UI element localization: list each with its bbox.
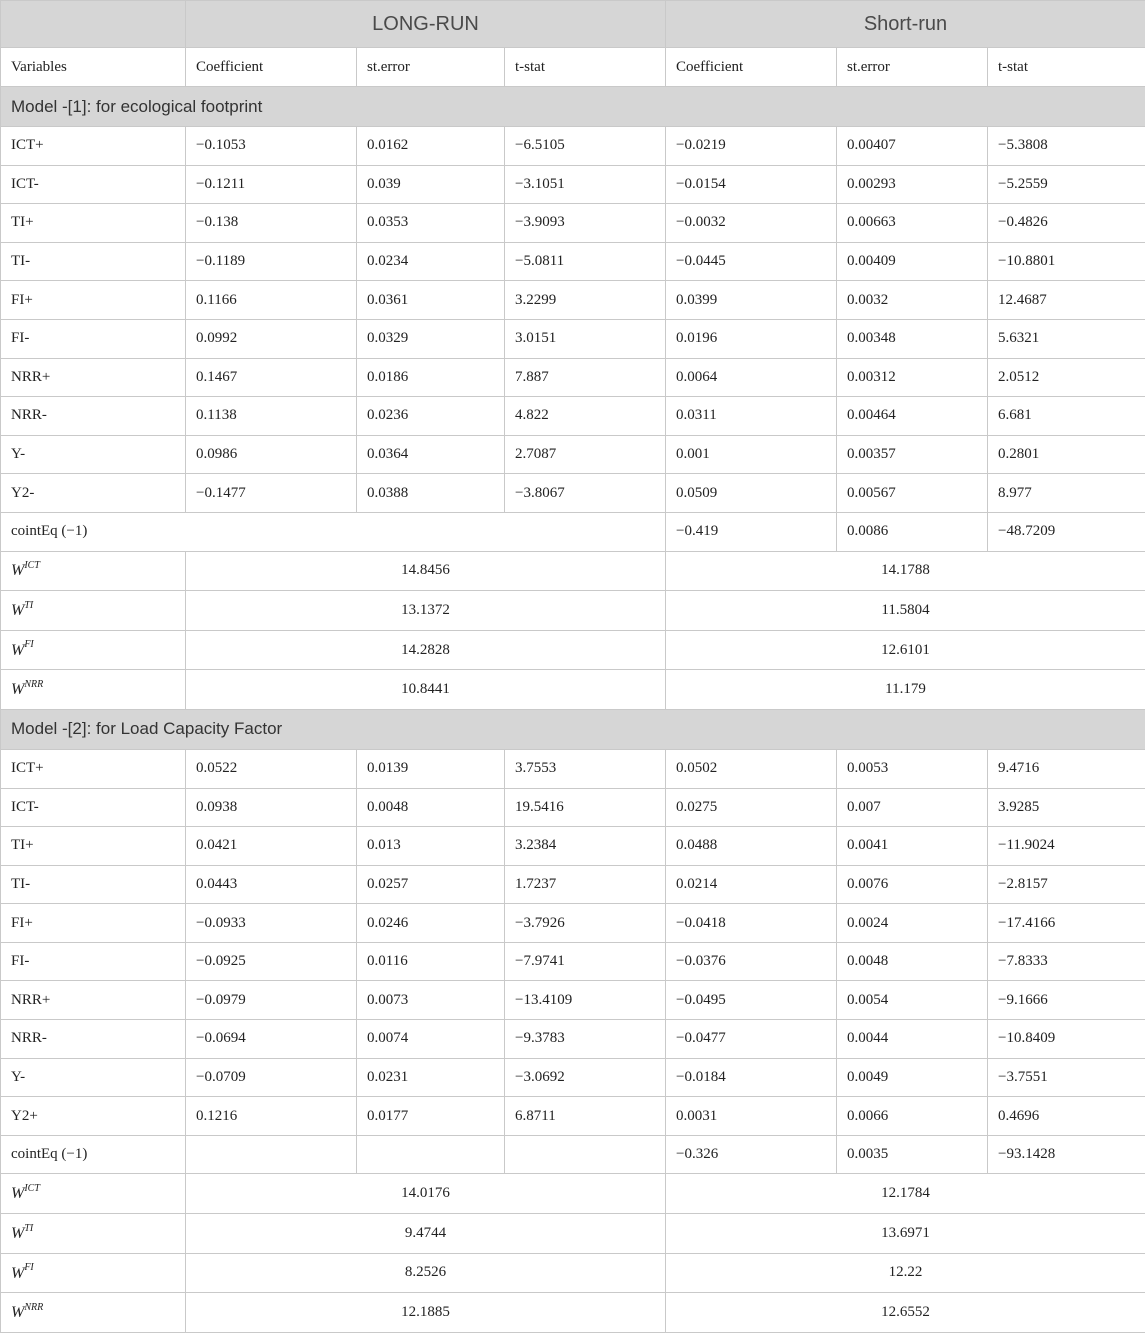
short-st-error-cell: 0.00348	[837, 319, 988, 358]
wald-row	[1, 591, 1145, 631]
long-st-error-cell: 0.0048	[357, 788, 505, 827]
short-coefficient-cell: 0.001	[666, 435, 837, 474]
variable-cell: TI-	[1, 242, 186, 281]
wald-short-value: 12.6101	[666, 630, 1145, 670]
short-t-stat-cell: 0.4696	[988, 1097, 1145, 1136]
wald-short-value: 12.6552	[666, 1293, 1145, 1333]
long-coefficient-cell: −0.1189	[186, 242, 357, 281]
short-t-stat-cell: 3.9285	[988, 788, 1145, 827]
model-section-row	[1, 87, 1145, 127]
long-t-stat-cell: 3.7553	[505, 749, 666, 788]
group-header-row	[1, 1, 1145, 48]
short-st-error-cell: 0.00407	[837, 127, 988, 166]
long-t-stat-cell: 2.7087	[505, 435, 666, 474]
table-row	[1, 904, 1145, 943]
column-header-long-st-error: st.error	[357, 48, 505, 87]
wald-symbol	[11, 1301, 44, 1322]
wald-short-value: 14.1788	[666, 551, 1145, 591]
long-coefficient-cell: −0.1211	[186, 165, 357, 204]
long-coefficient-cell: −0.0979	[186, 981, 357, 1020]
column-header-short-coefficient: Coefficient	[666, 48, 837, 87]
variable-cell: FI-	[1, 942, 186, 981]
variable-cell: NRR+	[1, 358, 186, 397]
long-t-stat-cell: −3.7926	[505, 904, 666, 943]
long-coefficient-cell: 0.0986	[186, 435, 357, 474]
variable-cell: NRR+	[1, 981, 186, 1020]
long-coefficient-cell: 0.1166	[186, 281, 357, 320]
column-header-row	[1, 48, 1145, 87]
wald-symbol-superscript: TI	[24, 1222, 34, 1234]
long-t-stat-cell: −5.0811	[505, 242, 666, 281]
table-row	[1, 281, 1145, 320]
long-t-stat-cell: 3.2299	[505, 281, 666, 320]
table-row	[1, 165, 1145, 204]
table-row	[1, 435, 1145, 474]
short-t-stat-cell: −2.8157	[988, 865, 1145, 904]
wald-symbol-base: W	[11, 1224, 25, 1242]
wald-symbol-superscript: NRR	[24, 1301, 44, 1313]
long-st-error-cell	[357, 1135, 505, 1174]
table-row	[1, 1020, 1145, 1059]
wald-label	[1, 1293, 186, 1333]
wald-label	[1, 630, 186, 670]
wald-row	[1, 630, 1145, 670]
variable-cell: Y-	[1, 1058, 186, 1097]
short-st-error-cell: 0.00663	[837, 204, 988, 243]
short-st-error-cell: 0.00293	[837, 165, 988, 204]
short-t-stat-cell: 0.2801	[988, 435, 1145, 474]
table-row	[1, 865, 1145, 904]
long-coefficient-cell	[186, 1135, 357, 1174]
short-st-error-cell: 0.0054	[837, 981, 988, 1020]
short-coefficient-cell: −0.0219	[666, 127, 837, 166]
long-st-error-cell: 0.0364	[357, 435, 505, 474]
column-header-variables: Variables	[1, 48, 186, 87]
table-row	[1, 474, 1145, 513]
column-header-short-t-stat: t-stat	[988, 48, 1145, 87]
coint-row	[1, 1135, 1145, 1174]
long-st-error-cell: 0.0236	[357, 397, 505, 436]
group-header-empty	[1, 1, 186, 48]
table-row	[1, 397, 1145, 436]
short-t-stat-cell: −11.9024	[988, 827, 1145, 866]
table-row	[1, 358, 1145, 397]
long-t-stat-cell: 6.8711	[505, 1097, 666, 1136]
short-st-error-cell: 0.0032	[837, 281, 988, 320]
table-row	[1, 749, 1145, 788]
wald-symbol	[11, 639, 34, 659]
short-coefficient-cell: 0.0509	[666, 474, 837, 513]
variable-cell: Y2-	[1, 474, 186, 513]
table-row	[1, 1097, 1145, 1136]
wald-symbol-base: W	[11, 1185, 25, 1203]
long-coefficient-cell: 0.0938	[186, 788, 357, 827]
wald-symbol-superscript: FI	[24, 639, 34, 651]
short-st-error-cell: 0.0053	[837, 749, 988, 788]
short-t-stat-cell: −0.4826	[988, 204, 1145, 243]
variable-cell: ICT-	[1, 165, 186, 204]
wald-row	[1, 670, 1145, 710]
long-st-error-cell: 0.039	[357, 165, 505, 204]
long-coefficient-cell: −0.0933	[186, 904, 357, 943]
short-t-stat-cell: −9.1666	[988, 981, 1145, 1020]
table-row	[1, 204, 1145, 243]
long-st-error-cell: 0.0353	[357, 204, 505, 243]
wald-symbol	[11, 1222, 34, 1242]
long-coefficient-cell: 0.0992	[186, 319, 357, 358]
wald-symbol-superscript: ICT	[24, 1183, 40, 1195]
wald-row	[1, 1174, 1145, 1214]
long-t-stat-cell: −3.8067	[505, 474, 666, 513]
wald-long-value: 12.1885	[186, 1293, 666, 1333]
wald-symbol	[11, 1262, 34, 1282]
short-st-error-cell: 0.0076	[837, 865, 988, 904]
variable-cell: TI+	[1, 204, 186, 243]
wald-symbol	[11, 1185, 40, 1202]
table-row	[1, 1058, 1145, 1097]
wald-symbol	[11, 599, 34, 620]
long-coefficient-cell: 0.0522	[186, 749, 357, 788]
short-st-error-cell: 0.0048	[837, 942, 988, 981]
wald-row	[1, 1253, 1145, 1293]
model-title: Model -[2]: for Load Capacity Factor	[1, 709, 1145, 749]
short-t-stat-cell: −17.4166	[988, 904, 1145, 943]
short-st-error-cell: 0.00567	[837, 474, 988, 513]
short-t-stat-cell: 8.977	[988, 474, 1145, 513]
short-st-error-cell: 0.00312	[837, 358, 988, 397]
table-row	[1, 319, 1145, 358]
short-st-error-cell: 0.0041	[837, 827, 988, 866]
wald-long-value: 14.8456	[186, 551, 666, 591]
short-st-error-cell: 0.0049	[837, 1058, 988, 1097]
column-header-short-st-error: st.error	[837, 48, 988, 87]
long-coefficient-cell: 0.1138	[186, 397, 357, 436]
short-t-stat-cell: −3.7551	[988, 1058, 1145, 1097]
short-st-error-cell: 0.007	[837, 788, 988, 827]
short-t-stat-cell: 6.681	[988, 397, 1145, 436]
long-coefficient-cell: −0.0709	[186, 1058, 357, 1097]
long-st-error-cell: 0.0073	[357, 981, 505, 1020]
wald-symbol-base: W	[11, 602, 25, 620]
table-body	[1, 87, 1145, 1333]
coint-label: cointEq (−1)	[1, 512, 666, 551]
short-t-stat-cell: −10.8801	[988, 242, 1145, 281]
short-st-error-cell: 0.00409	[837, 242, 988, 281]
short-coefficient-cell: −0.0032	[666, 204, 837, 243]
short-st-error-cell: 0.00357	[837, 435, 988, 474]
short-coefficient-cell: 0.0196	[666, 319, 837, 358]
column-header-long-t-stat: t-stat	[505, 48, 666, 87]
short-t-stat-cell: 5.6321	[988, 319, 1145, 358]
long-st-error-cell: 0.0177	[357, 1097, 505, 1136]
short-st-error-cell: 0.0044	[837, 1020, 988, 1059]
long-t-stat-cell: 19.5416	[505, 788, 666, 827]
wald-label	[1, 551, 186, 591]
long-t-stat-cell: 7.887	[505, 358, 666, 397]
long-t-stat-cell: −7.9741	[505, 942, 666, 981]
long-st-error-cell: 0.013	[357, 827, 505, 866]
short-st-error-cell: 0.0035	[837, 1135, 988, 1174]
wald-symbol-superscript: TI	[24, 599, 34, 611]
table-row	[1, 788, 1145, 827]
wald-short-value: 12.1784	[666, 1174, 1145, 1214]
short-coefficient-cell: −0.0184	[666, 1058, 837, 1097]
short-st-error-cell: 0.0066	[837, 1097, 988, 1136]
long-coefficient-cell: −0.0925	[186, 942, 357, 981]
variable-cell: NRR-	[1, 1020, 186, 1059]
long-t-stat-cell: 4.822	[505, 397, 666, 436]
short-coefficient-cell: −0.0477	[666, 1020, 837, 1059]
short-t-stat-cell: −10.8409	[988, 1020, 1145, 1059]
table-row	[1, 981, 1145, 1020]
long-st-error-cell: 0.0139	[357, 749, 505, 788]
short-t-stat-cell: −5.3808	[988, 127, 1145, 166]
long-coefficient-cell: 0.0443	[186, 865, 357, 904]
short-st-error-cell: 0.0086	[837, 512, 988, 551]
column-header-long-coefficient: Coefficient	[186, 48, 357, 87]
short-t-stat-cell: 2.0512	[988, 358, 1145, 397]
wald-short-value: 11.179	[666, 670, 1145, 710]
table-row	[1, 127, 1145, 166]
model-section-row	[1, 709, 1145, 749]
short-t-stat-cell: −48.7209	[988, 512, 1145, 551]
wald-long-value: 14.0176	[186, 1174, 666, 1214]
short-coefficient-cell: −0.0445	[666, 242, 837, 281]
wald-long-value: 10.8441	[186, 670, 666, 710]
long-coefficient-cell: 0.0421	[186, 827, 357, 866]
table-row	[1, 942, 1145, 981]
short-coefficient-cell: 0.0311	[666, 397, 837, 436]
wald-symbol-base: W	[11, 641, 25, 659]
long-t-stat-cell: −13.4109	[505, 981, 666, 1020]
wald-label	[1, 1253, 186, 1293]
wald-short-value: 11.5804	[666, 591, 1145, 631]
wald-row	[1, 551, 1145, 591]
long-coefficient-cell: −0.138	[186, 204, 357, 243]
wald-symbol-base: W	[11, 562, 25, 580]
long-t-stat-cell: −6.5105	[505, 127, 666, 166]
short-coefficient-cell: −0.0376	[666, 942, 837, 981]
long-st-error-cell: 0.0329	[357, 319, 505, 358]
short-t-stat-cell: −93.1428	[988, 1135, 1145, 1174]
short-st-error-cell: 0.00464	[837, 397, 988, 436]
long-st-error-cell: 0.0234	[357, 242, 505, 281]
long-coefficient-cell: −0.1477	[186, 474, 357, 513]
short-coefficient-cell: −0.419	[666, 512, 837, 551]
long-run-header: LONG-RUN	[186, 1, 666, 48]
short-coefficient-cell: −0.0418	[666, 904, 837, 943]
short-coefficient-cell: 0.0275	[666, 788, 837, 827]
long-coefficient-cell: −0.1053	[186, 127, 357, 166]
coint-label: cointEq (−1)	[1, 1135, 186, 1174]
long-st-error-cell: 0.0246	[357, 904, 505, 943]
coint-row	[1, 512, 1145, 551]
wald-long-value: 14.2828	[186, 630, 666, 670]
wald-long-value: 13.1372	[186, 591, 666, 631]
short-coefficient-cell: −0.0495	[666, 981, 837, 1020]
wald-row	[1, 1214, 1145, 1254]
long-st-error-cell: 0.0257	[357, 865, 505, 904]
variable-cell: FI+	[1, 904, 186, 943]
long-t-stat-cell: −3.0692	[505, 1058, 666, 1097]
short-coefficient-cell: −0.326	[666, 1135, 837, 1174]
wald-symbol-base: W	[11, 1304, 25, 1322]
short-coefficient-cell: −0.0154	[666, 165, 837, 204]
long-st-error-cell: 0.0361	[357, 281, 505, 320]
wald-short-value: 13.6971	[666, 1214, 1145, 1254]
long-st-error-cell: 0.0116	[357, 942, 505, 981]
wald-label	[1, 591, 186, 631]
long-st-error-cell: 0.0074	[357, 1020, 505, 1059]
short-t-stat-cell: 9.4716	[988, 749, 1145, 788]
variable-cell: Y2+	[1, 1097, 186, 1136]
long-t-stat-cell: 1.7237	[505, 865, 666, 904]
wald-label	[1, 1214, 186, 1254]
wald-long-value: 9.4744	[186, 1214, 666, 1254]
long-coefficient-cell: 0.1216	[186, 1097, 357, 1136]
variable-cell: ICT+	[1, 749, 186, 788]
short-t-stat-cell: −7.8333	[988, 942, 1145, 981]
wald-label	[1, 670, 186, 710]
long-st-error-cell: 0.0162	[357, 127, 505, 166]
variable-cell: NRR-	[1, 397, 186, 436]
wald-symbol-superscript: FI	[24, 1262, 34, 1274]
long-t-stat-cell: −9.3783	[505, 1020, 666, 1059]
wald-symbol	[11, 678, 44, 699]
wald-symbol-superscript: NRR	[24, 678, 44, 690]
variable-cell: ICT-	[1, 788, 186, 827]
long-t-stat-cell	[505, 1135, 666, 1174]
wald-symbol-superscript: ICT	[24, 560, 40, 572]
short-run-header: Short-run	[666, 1, 1145, 48]
wald-symbol-base: W	[11, 681, 25, 699]
short-coefficient-cell: 0.0488	[666, 827, 837, 866]
long-st-error-cell: 0.0186	[357, 358, 505, 397]
variable-cell: FI-	[1, 319, 186, 358]
long-st-error-cell: 0.0231	[357, 1058, 505, 1097]
variable-cell: TI-	[1, 865, 186, 904]
long-t-stat-cell: −3.1051	[505, 165, 666, 204]
short-coefficient-cell: 0.0214	[666, 865, 837, 904]
short-coefficient-cell: 0.0399	[666, 281, 837, 320]
long-coefficient-cell: 0.1467	[186, 358, 357, 397]
long-t-stat-cell: 3.2384	[505, 827, 666, 866]
wald-label	[1, 1174, 186, 1214]
wald-row	[1, 1293, 1145, 1333]
long-st-error-cell: 0.0388	[357, 474, 505, 513]
short-coefficient-cell: 0.0031	[666, 1097, 837, 1136]
variable-cell: ICT+	[1, 127, 186, 166]
wald-symbol	[11, 562, 40, 579]
wald-short-value: 12.22	[666, 1253, 1145, 1293]
short-t-stat-cell: −5.2559	[988, 165, 1145, 204]
variable-cell: FI+	[1, 281, 186, 320]
variable-cell: Y-	[1, 435, 186, 474]
model-title: Model -[1]: for ecological footprint	[1, 87, 1145, 127]
short-t-stat-cell: 12.4687	[988, 281, 1145, 320]
long-t-stat-cell: 3.0151	[505, 319, 666, 358]
long-t-stat-cell: −3.9093	[505, 204, 666, 243]
table-row	[1, 242, 1145, 281]
short-st-error-cell: 0.0024	[837, 904, 988, 943]
wald-symbol-base: W	[11, 1264, 25, 1282]
short-coefficient-cell: 0.0064	[666, 358, 837, 397]
short-coefficient-cell: 0.0502	[666, 749, 837, 788]
table-row	[1, 827, 1145, 866]
long-coefficient-cell: −0.0694	[186, 1020, 357, 1059]
wald-long-value: 8.2526	[186, 1253, 666, 1293]
variable-cell: TI+	[1, 827, 186, 866]
